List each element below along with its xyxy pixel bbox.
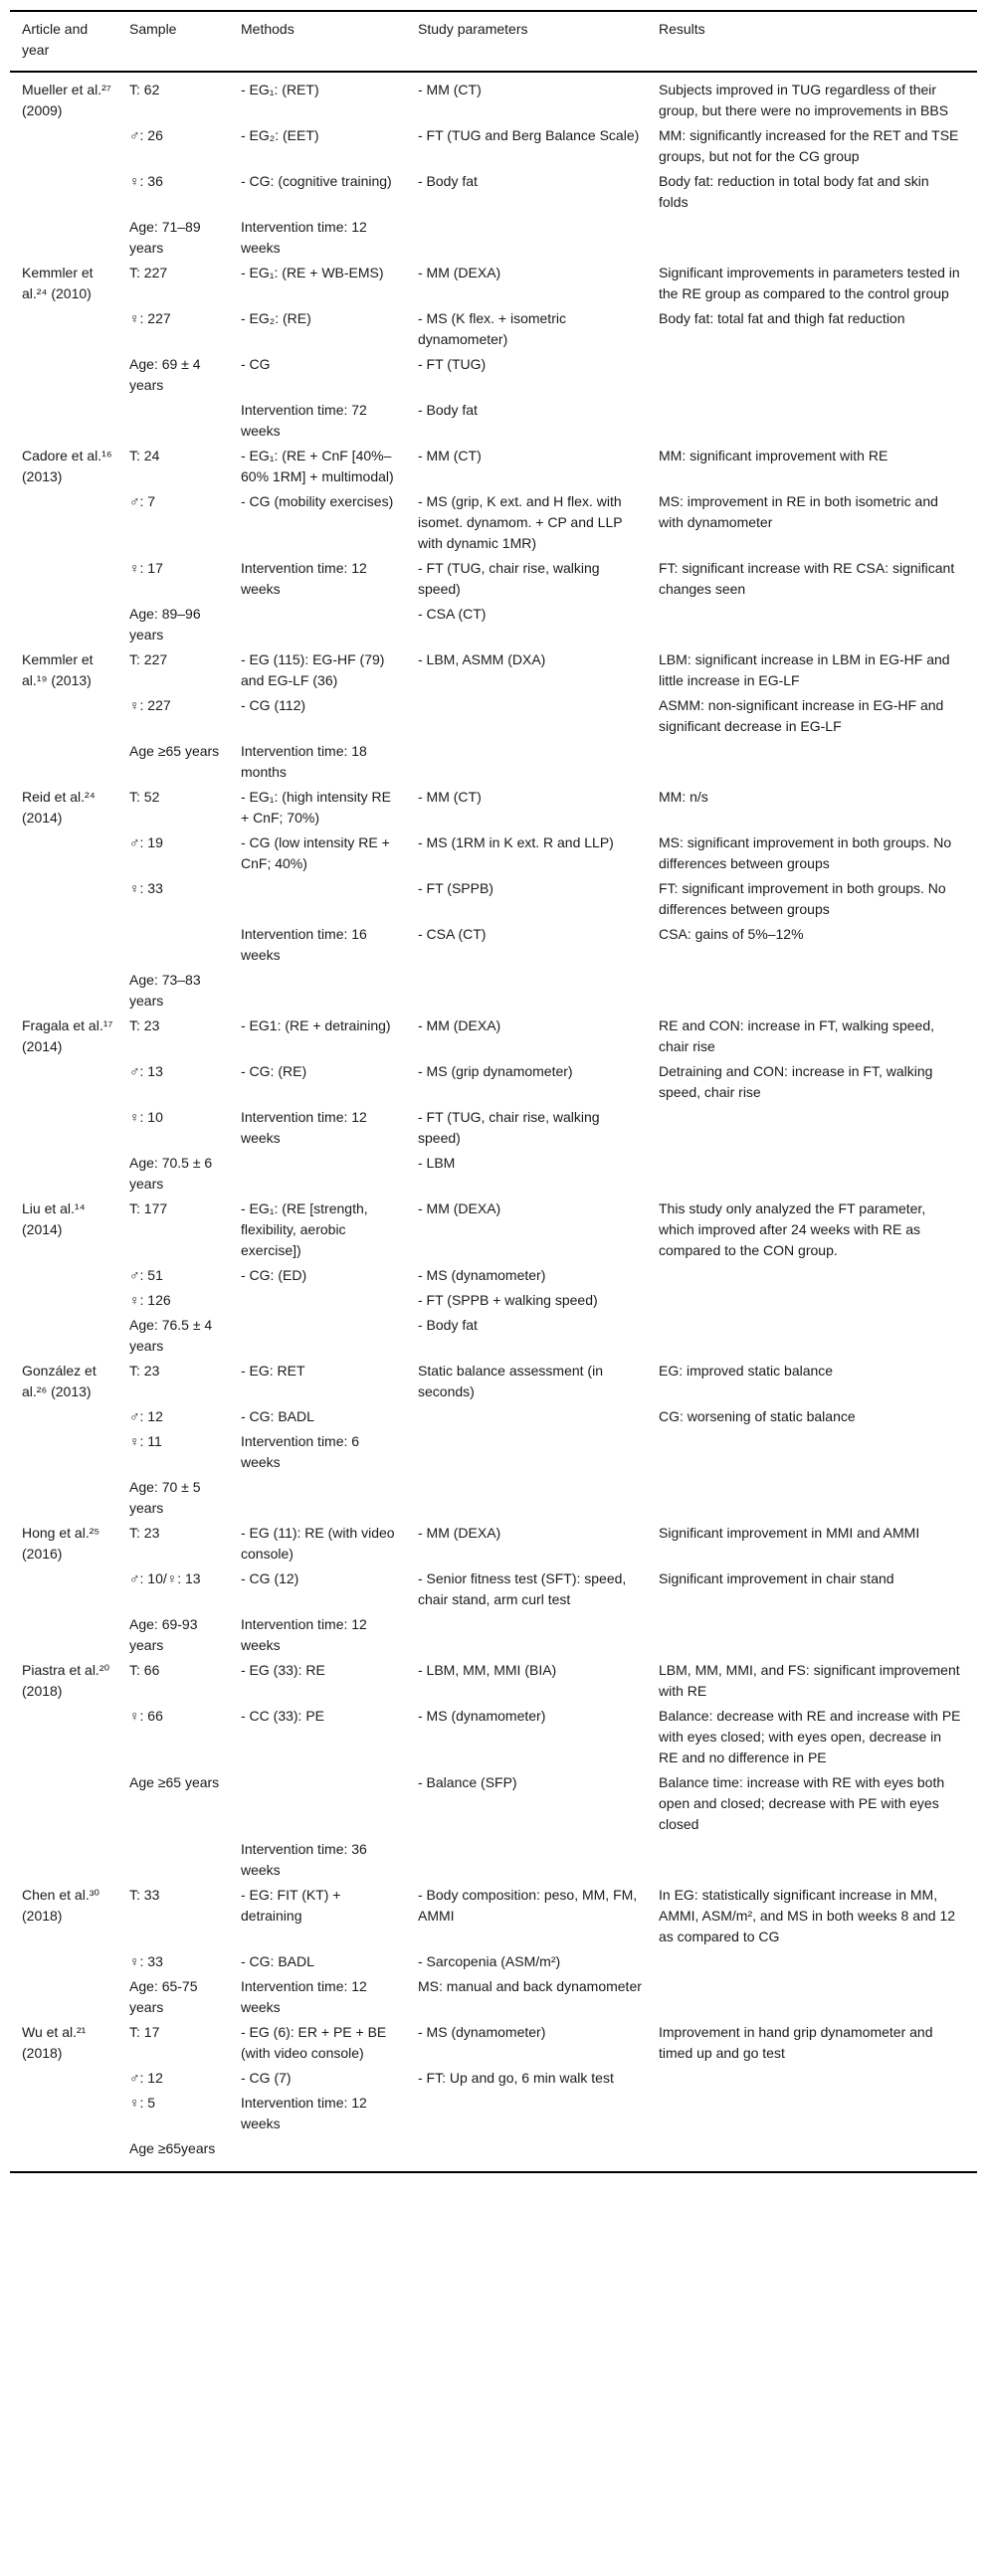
results-cell: MM: significantly increased for the RET and TSE groups, but not for the CG group — [659, 127, 959, 164]
table-row — [10, 1568, 977, 1610]
article-row-group — [10, 649, 977, 783]
study-parameters-cell: - CSA (CT) — [418, 926, 487, 942]
study-parameters-cell: - FT (TUG, chair rise, walking speed) — [418, 1109, 600, 1146]
results-cell: RE and CON: increase in FT, walking speed, chair rise — [659, 1017, 935, 1054]
study-parameters-cell: - FT (TUG and Berg Balance Scale) — [418, 127, 640, 143]
article-cell: Kemmler et al.²⁴ (2010) — [22, 265, 94, 301]
sample-cell: ♀: 11 — [129, 1433, 162, 1449]
results-cell: FT: significant increase with RE CSA: significant changes seen — [659, 560, 955, 597]
article-row-group — [10, 2022, 977, 2159]
table-row — [10, 1198, 977, 1261]
study-parameters-cell: - MS (dynamometer) — [418, 1708, 546, 1724]
methods-cell: - EG (33): RE — [241, 1662, 325, 1678]
table-row — [10, 970, 977, 1012]
results-cell: In EG: statistically significant increase in MM, AMMI, ASM/m², and MS in both weeks 8 and 12 as compared to CG — [659, 1887, 956, 1944]
methods-cell: - CG (7) — [241, 2070, 292, 2086]
results-cell: ASMM: non-significant increase in EG-HF and significant decrease in EG-LF — [659, 697, 944, 734]
methods-cell: - EG (115): EG-HF (79) and EG-LF (36) — [241, 651, 385, 688]
study-parameters-cell: - Sarcopenia (ASM/m²) — [418, 1953, 561, 1969]
sample-cell: ♀: 17 — [129, 560, 163, 576]
table-row — [10, 2022, 977, 2064]
sample-cell: Age: 89–96 years — [129, 606, 201, 643]
study-parameters-cell: - MM (CT) — [418, 448, 482, 463]
study-parameters-cell: - FT (SPPB) — [418, 880, 494, 896]
sample-cell: ♀: 126 — [129, 1292, 171, 1308]
table-row — [10, 1061, 977, 1103]
sample-cell: ♀: 227 — [129, 310, 171, 326]
study-parameters-cell: - MS (dynamometer) — [418, 2024, 546, 2040]
table-row — [10, 1885, 977, 1947]
study-parameters-cell: - MM (DEXA) — [418, 1200, 501, 1216]
methods-cell: - EG (6): ER + PE + BE (with video console) — [241, 2024, 387, 2061]
article-row-group — [10, 1198, 977, 1357]
methods-cell: - EG₂: (RE) — [241, 310, 311, 326]
sample-cell: ♀: 36 — [129, 173, 163, 189]
table-row — [10, 787, 977, 828]
table-row — [10, 741, 977, 783]
article-cell: Fragala et al.¹⁷ (2014) — [22, 1017, 113, 1054]
study-parameters-cell: - FT (SPPB + walking speed) — [418, 1292, 598, 1308]
table-row — [10, 400, 977, 442]
table-row — [10, 171, 977, 213]
sample-cell: ♂: 12 — [129, 1408, 163, 1424]
table-row — [10, 2138, 977, 2159]
article-cell: Piastra et al.²⁰ (2018) — [22, 1662, 110, 1699]
table-row — [10, 604, 977, 645]
sample-cell: T: 33 — [129, 1887, 160, 1903]
sample-cell: Age ≥65 years — [129, 1774, 220, 1790]
results-cell: FT: significant improvement in both groups. No differences between groups — [659, 880, 946, 917]
results-cell: Body fat: reduction in total body fat and skin folds — [659, 173, 929, 210]
table-row — [10, 217, 977, 259]
methods-cell: - CG: BADL — [241, 1408, 314, 1424]
results-cell: Body fat: total fat and thigh fat reduction — [659, 310, 905, 326]
sample-cell: ♀: 66 — [129, 1708, 163, 1724]
column-header-article-and-year: Article and year — [22, 21, 89, 58]
sample-cell: T: 227 — [129, 265, 168, 280]
results-cell: CG: worsening of static balance — [659, 1408, 856, 1424]
sample-cell: T: 227 — [129, 651, 168, 667]
methods-cell: Intervention time: 12 weeks — [241, 2095, 367, 2131]
article-row-group — [10, 1885, 977, 2018]
study-parameters-cell: - MS (grip, K ext. and H flex. with isomet. dynamom. + CP and LLP with dynamic 1MR) — [418, 493, 623, 551]
column-header-sample: Sample — [129, 21, 177, 37]
study-parameters-cell: - Body fat — [418, 173, 478, 189]
article-cell: Cadore et al.¹⁶ (2013) — [22, 448, 112, 484]
article-row-group — [10, 80, 977, 259]
table-row — [10, 1265, 977, 1286]
study-parameters-cell: - MM (CT) — [418, 789, 482, 805]
methods-cell: - CG (low intensity RE + CnF; 40%) — [241, 834, 390, 871]
methods-cell: Intervention time: 18 months — [241, 743, 367, 780]
column-header-study-parameters: Study parameters — [418, 21, 528, 37]
sample-cell: ♀: 10 — [129, 1109, 163, 1125]
table-row — [10, 1406, 977, 1427]
methods-cell: - EG₁: (RET) — [241, 82, 319, 97]
methods-cell: - EG: FIT (KT) + detraining — [241, 1887, 341, 1924]
table-row — [10, 354, 977, 396]
article-cell: Hong et al.²⁵ (2016) — [22, 1525, 100, 1562]
table-row — [10, 1107, 977, 1149]
table-row — [10, 1361, 977, 1402]
article-cell: Kemmler et al.¹⁹ (2013) — [22, 651, 94, 688]
sample-cell: Age: 70.5 ± 6 years — [129, 1155, 213, 1192]
methods-cell: - EG₂: (EET) — [241, 127, 319, 143]
results-cell: Balance time: increase with RE with eyes both open and closed; decrease with PE with eyes closed — [659, 1774, 945, 1832]
methods-cell: Intervention time: 72 weeks — [241, 402, 367, 439]
methods-cell: Intervention time: 36 weeks — [241, 1841, 367, 1878]
methods-cell: - EG: RET — [241, 1363, 305, 1379]
results-cell: MS: significant improvement in both groups. No differences between groups — [659, 834, 952, 871]
table-row — [10, 649, 977, 691]
table-row — [10, 1976, 977, 2018]
table-row — [10, 1153, 977, 1195]
table-row — [10, 695, 977, 737]
sample-cell: ♂: 10/♀: 13 — [129, 1570, 201, 1586]
results-cell: Improvement in hand grip dynamometer and timed up and go test — [659, 2024, 933, 2061]
methods-cell: - EG (11): RE (with video console) — [241, 1525, 395, 1562]
results-cell: CSA: gains of 5%–12% — [659, 926, 804, 942]
results-cell: LBM: significant increase in LBM in EG-HF and little increase in EG-LF — [659, 651, 950, 688]
results-cell: MM: significant improvement with RE — [659, 448, 888, 463]
sample-cell: Age: 70 ± 5 years — [129, 1479, 201, 1516]
results-cell: Balance: decrease with RE and increase with PE with eyes closed; with eyes open, decrease in RE and no difference in PE — [659, 1708, 961, 1765]
article-row-group — [10, 1660, 977, 1881]
study-parameters-cell: - LBM — [418, 1155, 456, 1171]
table-row — [10, 2068, 977, 2089]
results-cell: MS: improvement in RE in both isometric and with dynamometer — [659, 493, 938, 530]
column-header-methods: Methods — [241, 21, 295, 37]
table-row — [10, 924, 977, 966]
sample-cell: ♀: 33 — [129, 1953, 163, 1969]
table-row — [10, 1290, 977, 1311]
methods-cell: Intervention time: 12 weeks — [241, 1616, 367, 1653]
methods-cell: - CC (33): PE — [241, 1708, 325, 1724]
sample-cell: T: 24 — [129, 448, 160, 463]
methods-cell: - CG: (cognitive training) — [241, 173, 392, 189]
methods-cell: Intervention time: 12 weeks — [241, 219, 367, 256]
sample-cell: T: 52 — [129, 789, 160, 805]
article-row-group — [10, 787, 977, 1012]
sample-cell: T: 23 — [129, 1363, 160, 1379]
article-cell: Reid et al.²⁴ (2014) — [22, 789, 96, 826]
results-cell: Significant improvement in MMI and AMMI — [659, 1525, 920, 1541]
sample-cell: ♂: 13 — [129, 1063, 163, 1079]
sample-cell: T: 23 — [129, 1525, 160, 1541]
study-parameters-cell: - LBM, MM, MMI (BIA) — [418, 1662, 557, 1678]
table-row — [10, 1431, 977, 1473]
table-body — [10, 73, 977, 2173]
methods-cell: - CG (mobility exercises) — [241, 493, 394, 509]
methods-cell: - EG1: (RE + detraining) — [241, 1017, 391, 1033]
results-cell: Detraining and CON: increase in FT, walking speed, chair rise — [659, 1063, 933, 1100]
methods-cell: Intervention time: 16 weeks — [241, 926, 367, 963]
sample-cell: Age: 69-93 years — [129, 1616, 198, 1653]
methods-cell: - CG: (ED) — [241, 1267, 307, 1283]
article-row-group — [10, 1015, 977, 1195]
table-row — [10, 878, 977, 920]
results-cell: Significant improvements in parameters tested in the RE group as compared to the control group — [659, 265, 960, 301]
study-parameters-cell: - Body fat — [418, 1317, 478, 1333]
sample-cell: Age: 73–83 years — [129, 972, 201, 1009]
article-row-group — [10, 446, 977, 645]
table-row — [10, 2093, 977, 2134]
article-cell: Liu et al.¹⁴ (2014) — [22, 1200, 86, 1237]
methods-cell: - EG₁: (RE + WB-EMS) — [241, 265, 384, 280]
table-row — [10, 558, 977, 600]
methods-cell: Intervention time: 12 weeks — [241, 1109, 367, 1146]
sample-cell: Age: 76.5 ± 4 years — [129, 1317, 213, 1354]
study-parameters-cell: - FT (TUG, chair rise, walking speed) — [418, 560, 600, 597]
table-row — [10, 446, 977, 487]
study-parameters-cell: - MM (DEXA) — [418, 265, 501, 280]
results-cell: Subjects improved in TUG regardless of their group, but there were no improvements in BBS — [659, 82, 949, 118]
table-row — [10, 1839, 977, 1881]
table-row — [10, 1706, 977, 1768]
study-parameters-cell: - MS (1RM in K ext. R and LLP) — [418, 834, 614, 850]
table-row — [10, 1315, 977, 1357]
sample-cell: ♀: 227 — [129, 697, 171, 713]
sample-cell: Age ≥65 years — [129, 743, 220, 759]
results-cell: LBM, MM, MMI, and FS: significant improvement with RE — [659, 1662, 960, 1699]
column-header-results: Results — [659, 21, 705, 37]
table-row — [10, 125, 977, 167]
study-parameters-cell: - FT: Up and go, 6 min walk test — [418, 2070, 614, 2086]
table-row — [10, 263, 977, 304]
sample-cell: ♂: 12 — [129, 2070, 163, 2086]
table-row — [10, 1772, 977, 1835]
methods-cell: - CG: (RE) — [241, 1063, 307, 1079]
sample-cell: T: 66 — [129, 1662, 160, 1678]
table-row — [10, 832, 977, 874]
study-parameters-cell: - Balance (SFP) — [418, 1774, 517, 1790]
study-parameters-cell: - MS (K flex. + isometric dynamometer) — [418, 310, 566, 347]
sample-cell: ♂: 19 — [129, 834, 163, 850]
sample-cell: ♂: 7 — [129, 493, 156, 509]
study-parameters-cell: - Body composition: peso, MM, FM, AMMI — [418, 1887, 638, 1924]
sample-cell: ♂: 51 — [129, 1267, 163, 1283]
study-parameters-cell: - Body fat — [418, 402, 478, 418]
study-parameters-cell: Static balance assessment (in seconds) — [418, 1363, 603, 1399]
sample-cell: ♂: 26 — [129, 127, 163, 143]
article-cell: Wu et al.²¹ (2018) — [22, 2024, 87, 2061]
study-parameters-cell: MS: manual and back dynamometer — [418, 1978, 642, 1994]
methods-cell: - CG (112) — [241, 697, 306, 713]
table-row — [10, 1477, 977, 1519]
table-row — [10, 491, 977, 554]
table-row — [10, 308, 977, 350]
study-parameters-cell: - MM (DEXA) — [418, 1017, 501, 1033]
literature-review-table — [10, 10, 977, 2173]
table-header — [10, 10, 977, 73]
table-row — [10, 1614, 977, 1656]
sample-cell: Age: 71–89 years — [129, 219, 201, 256]
article-cell: Mueller et al.²⁷ (2009) — [22, 82, 111, 118]
methods-cell: - CG: BADL — [241, 1953, 314, 1969]
results-cell: This study only analyzed the FT parameter, which improved after 24 weeks with RE as compared to the CON group. — [659, 1200, 926, 1258]
table-header-row — [10, 12, 977, 71]
methods-cell: - EG₁: (high intensity RE + CnF; 70%) — [241, 789, 391, 826]
sample-cell: Age: 65-75 years — [129, 1978, 198, 2015]
methods-cell: - CG — [241, 356, 271, 372]
study-parameters-cell: - MS (dynamometer) — [418, 1267, 546, 1283]
methods-cell: Intervention time: 6 weeks — [241, 1433, 360, 1470]
article-row-group — [10, 263, 977, 442]
table-row — [10, 1660, 977, 1702]
table-row — [10, 1951, 977, 1972]
results-cell: Significant improvement in chair stand — [659, 1570, 894, 1586]
sample-cell: T: 17 — [129, 2024, 160, 2040]
methods-cell: Intervention time: 12 weeks — [241, 560, 367, 597]
results-cell: EG: improved static balance — [659, 1363, 834, 1379]
study-parameters-cell: - Senior fitness test (SFT): speed, chair stand, arm curl test — [418, 1570, 627, 1607]
article-cell: Chen et al.³⁰ (2018) — [22, 1887, 99, 1924]
study-parameters-cell: - LBM, ASMM (DXA) — [418, 651, 546, 667]
sample-cell: Age: 69 ± 4 years — [129, 356, 201, 393]
sample-cell: ♀: 5 — [129, 2095, 156, 2111]
methods-cell: - CG (12) — [241, 1570, 299, 1586]
sample-cell: T: 62 — [129, 82, 160, 97]
table-row — [10, 80, 977, 121]
article-cell: González et al.²⁶ (2013) — [22, 1363, 97, 1399]
study-parameters-cell: - MS (grip dynamometer) — [418, 1063, 573, 1079]
article-row-group — [10, 1361, 977, 1519]
results-cell: MM: n/s — [659, 789, 708, 805]
study-parameters-cell: - FT (TUG) — [418, 356, 487, 372]
table-row — [10, 1523, 977, 1564]
sample-cell: T: 23 — [129, 1017, 160, 1033]
sample-cell: ♀: 33 — [129, 880, 163, 896]
methods-cell: - EG₁: (RE [strength, flexibility, aerobic exercise]) — [241, 1200, 368, 1258]
study-parameters-cell: - CSA (CT) — [418, 606, 487, 622]
sample-cell: T: 177 — [129, 1200, 168, 1216]
table-row — [10, 1015, 977, 1057]
methods-cell: Intervention time: 12 weeks — [241, 1978, 367, 2015]
methods-cell: - EG₁: (RE + CnF [40%–60% 1RM] + multimodal) — [241, 448, 394, 484]
study-parameters-cell: - MM (DEXA) — [418, 1525, 501, 1541]
study-parameters-cell: - MM (CT) — [418, 82, 482, 97]
sample-cell: Age ≥65years — [129, 2140, 216, 2156]
article-row-group — [10, 1523, 977, 1656]
